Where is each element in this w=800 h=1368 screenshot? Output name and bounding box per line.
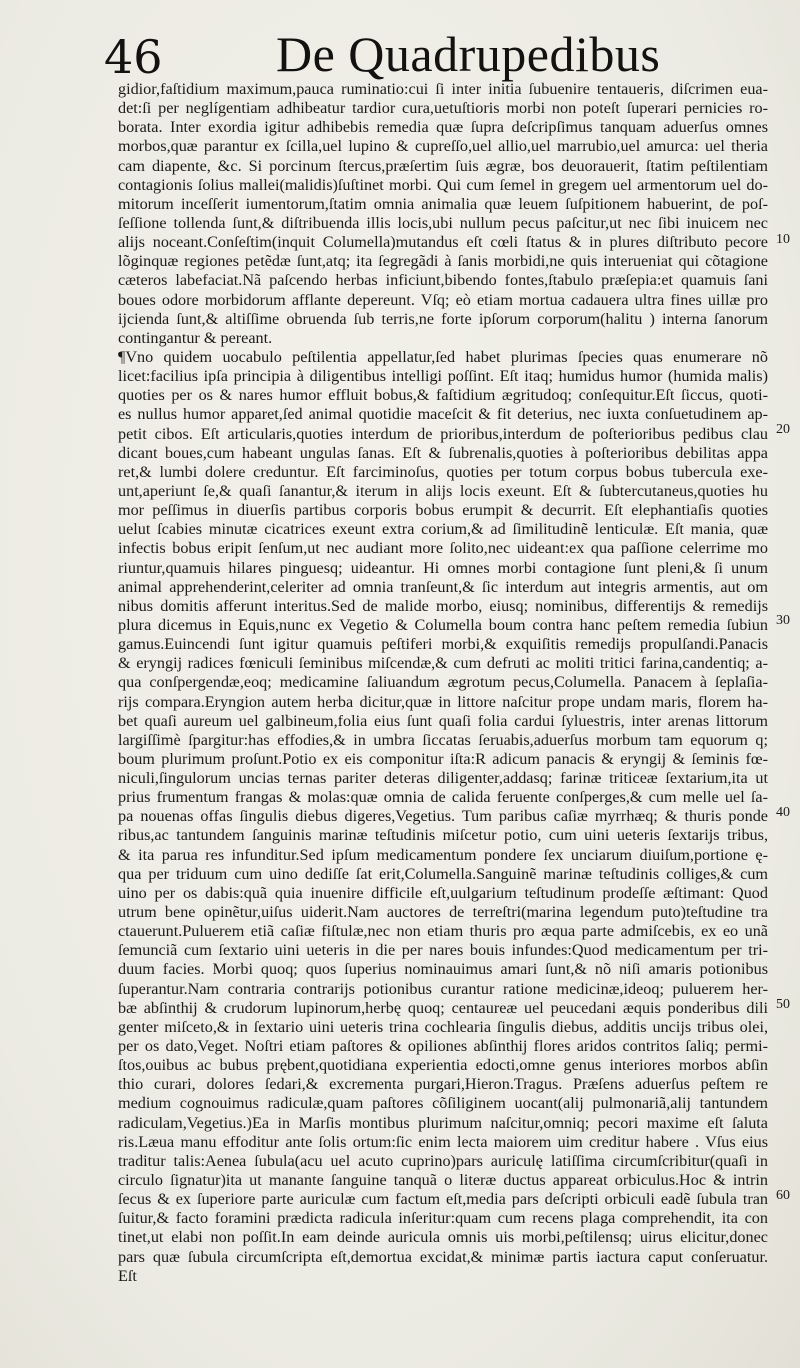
- text-line: pars quæ ſubula circumſcripta eſt,demortua excidat,& minimæ partis iactura caput conſeruatur.: [118, 1247, 768, 1266]
- text-line: medium cognouimus radiculæ,quam paſtores cõſiliginem uocant(alij pulmonariã,alij tantundem: [118, 1094, 768, 1113]
- margin-line-number: 20: [776, 422, 790, 437]
- text-line: qua per triduum cum uino dediſſe ſat erit,Columella.Sanguinẽ marinæ teſtudinis colliges,& cum: [118, 864, 768, 883]
- text-line: det:ſi per neglígentiam adhibeatur tardior cura,uetuſtioris morbi non poteſt ſuperari pernicies ro-: [118, 99, 768, 118]
- text-line: boues odore morbidorum afflante depereunt. Vſq; eò etiam mortua cadauera ultra fines uillæ pro: [118, 290, 768, 309]
- text-line: petit cibos. Eſt articularis,quoties interdum de prioribus,interdum de poſterioribus pedibus clau: [118, 424, 768, 443]
- text-line: nibus domitis afferunt interitus.Sed de malide morbo, eiusq; nominibus, differentijs & remedijs: [118, 596, 768, 615]
- text-line: per os dato,Veget. Noſtri etiam paſtores & opiliones abſinthij flores aridos contritos ſaliq; permi-: [118, 1037, 768, 1056]
- text-line: bet quaſi aureum uel galbineum,folia eius ſunt quaſi folia cardui ſyluestris, inter arenas littorum: [118, 711, 768, 730]
- text-line: ſemunciã cum ſextario uini ueteris in die per nares bouis infundes:Quod medicamentum per tri-: [118, 941, 768, 960]
- text-line: gamus.Euincendi ſunt igitur quamuis peſtiferi morbi,& exquiſitis remedijs propulſandi.Panacis: [118, 635, 768, 654]
- text-line: largiſſimè ſpargitur:has effodies,& in umbra ſiccatas ſeruabis,aduerſus morbum tam equorum q;: [118, 730, 768, 749]
- text-line: riuntur,quamuis hilares pinguesq; uideantur. Hi omnes morbi contagione ſunt pleni,& ſi unum: [118, 558, 768, 577]
- text-line: gidior,faſtidium maximum,pauca ruminatio:cui ſi inter initia ſubuenire tentaueris, diſcrimen eua-: [118, 80, 768, 98]
- text-line: borata. Inter exordia igitur adhibebis remedia quæ ſupra deſcripſimus tanquam aduerſus omnes: [118, 118, 768, 137]
- text-line: ſuperantur.Nam contraria contrarijs potionibus curantur ratione medicinæ,ideoq; puluerem her-: [118, 979, 768, 998]
- text-line: circulo ſignatur)ita ut manante ſanguine tanquã o literæ ductus appareat orbiculus.Hoc & intrin: [118, 1171, 768, 1190]
- text-line: niculi,ſingulorum uncias ternas pariter deteras diligenter,addasq; farinæ triticeæ ſextarium,ita ut: [118, 769, 768, 788]
- text-line: cæteros labefaciat.Nã paſcendo herbas inficiunt,bibendo fontes,ſtabulo præſepia:et quamuis ſani: [118, 271, 768, 290]
- text-line: cam diapente, &c. Si porcinum ſtercus,præſertim ſuis ægræ, bos deuorauerit, ſtatim peſtilentiam: [118, 156, 768, 175]
- text-block: [118, 80, 768, 1305]
- margin-line-number: 40: [776, 805, 790, 820]
- text-line: boum plurimum proſunt.Potio ex eis componitur iſta:R adicum panacis & eryngij & ſeminis fœ-: [118, 749, 768, 768]
- margin-line-number: 60: [776, 1188, 790, 1203]
- text-line: qua conſpergendæ,eoq; medicamine ſaliuandum ægrotum pecus,Columella. Panacem à ſeplaſia-: [118, 673, 768, 692]
- text-line: genter miſceto,& in ſextario uini ueteris trina cochlearia ſingulis diebus, additis uncijs tribus olei,: [118, 1017, 768, 1036]
- text-line: quoties per os & nares humor effluit bobus,& faſtidium ægritudoq; conſequitur.Eſt ſiccus, quoti-: [118, 386, 768, 405]
- text-line: lõginquæ regiones petẽdæ ſunt,atq; ita ſegregãdi à ſanis morbidi,ne quis interueniat qui cõtagione: [118, 252, 768, 271]
- text-line: traditur talis:Aenea ſubula(acu uel acuto cuprino)pars auriculę latiſſima circumſcribitur(quaſi in: [118, 1151, 768, 1170]
- margin-line-number: 50: [776, 997, 790, 1012]
- text-line: dicant boues,cum habeant ungulas ſanas. Eſt & ſubrenalis,quoties à poſterioribus debilitas appa: [118, 443, 768, 462]
- text-line: duum facies. Morbi quoq; quos ſuperius nominauimus amari ſunt,& nõ niſi amaris potionibus: [118, 960, 768, 979]
- text-line: Eſt: [118, 1266, 137, 1285]
- text-line: contingantur & pereant.: [118, 328, 273, 347]
- text-line: & eryngij radices fœniculi ſeminibus miſcendæ,& cum defruti ac moliti tritici farina,candentiq; a-: [118, 654, 768, 673]
- text-line: & ita parua res infunditur.Sed ipſum medicamentum pondere ſex unciarum diuiſum,portione ę-: [118, 845, 768, 864]
- running-head: De Quadrupedibus: [276, 26, 661, 82]
- text-line: ris.Læua manu effoditur ante ſolis ortum:ſic enim lecta maiorem uim creditur habere . Vſus eius: [118, 1132, 768, 1151]
- text-line: es nullus humor apparet,ſed animal quotidie maceſcit & fit deterius, nec iuxta conſuetudinem ap-: [118, 405, 768, 424]
- text-line: bæ abſinthij & crudorum lupinorum,herbę quoq; centaureæ uel peucedani æquis ponderibus dili: [118, 998, 768, 1017]
- page-number: 46: [104, 30, 163, 84]
- text-line: ſtos,ouibus ac bubus prębent,quotidiana experientia edocti,omne genus interiores morbos abſin: [118, 1056, 768, 1075]
- text-line: plura dicemus in Equis,nunc ex Vegetio & Columella boum contra hanc peſtem remedia ſubiun: [118, 615, 768, 634]
- text-line: ribus,ac tantundem ſanguinis marinæ teſtudinis miſcetur potio, cum uini ueteris ſextarijs tribus,: [118, 826, 768, 845]
- text-line: ret,& lumbi dolere creduntur. Eſt farciminoſus, quoties per totum corpus bobus tubercula exe-: [118, 462, 768, 481]
- text-line: utrum bene opinẽtur,uiſus uiderit.Nam auctores de terreſtri(marina legendum puto)teſtudine tra: [118, 903, 768, 922]
- text-line: mor peſſimus in diuerſis partibus corporis bobus erumpit & decurrit. Eſt elephantiaſis quoties: [118, 501, 768, 520]
- text-line: uino per os dabis:quã quia inuenire difficile eſt,uulgarium teſtudinum prodeſſe æſtimant: Quod: [118, 883, 768, 902]
- text-line: ijcienda ſunt,& altiſſime obruenda ſub terris,ne forte ipſorum corporum(halitu ) interna ſanorum: [118, 309, 768, 328]
- text-line: ¶Vno quidem uocabulo peſtilentia appellatur,ſed habet plurimas ſpecies quas enumerare nõ: [118, 347, 768, 366]
- text-line: ſecus & ex ſuperiore parte auriculæ cum factum eſt,media pars deſcripti orbiculi eadẽ ſubula tran: [118, 1190, 768, 1209]
- text-line: radiculam,Vegetius.)Ea in Marſis montibus plurimum naſcitur,omniq; pecori maxime eſt ſaluta: [118, 1113, 768, 1132]
- text-line: ſeſſione tollenda ſunt,& diſtribuenda illis locis,ubi nullum pecus paſcitur,ut nec ſibi inuicem nec: [118, 213, 768, 232]
- margin-line-number: 30: [776, 613, 790, 628]
- text-line: alijs noceant.Conſeſtim(inquit Columella)mutandus eſt cœli ſtatus & in plures diſtributo pecore: [118, 233, 768, 252]
- text-line: uelut ſcabies minutæ cicatrices exeunt extra corium,& ad ſimilitudinẽ lenticulæ. Eſt mania, quæ: [118, 520, 768, 539]
- text-line: animal apprehenderint,celeriter ad omnia tranſeunt,& ſic interdum aut integris armentis, aut om: [118, 577, 768, 596]
- text-line: morbos,quæ parantur ex ſcilla,uel lupino & cupreſſo,uel allio,uel marrubio,uel amurca: uel theria: [118, 137, 768, 156]
- margin-line-number: 10: [776, 232, 790, 247]
- text-line: mitorum inceſſerit iumentorum,ſtatim omnia animalia quæ leuem ſuſpitionem habuerint, de poſ-: [118, 194, 768, 213]
- text-line: unt,aperiunt ſe,& quaſi ſanantur,& iterum in alijs locis exeunt. Eſt & ſubtercutaneus,quoties hu: [118, 481, 768, 500]
- text-line: thio curari, dolores ſedari,& excrementa purgari,Hieron.Tragus. Præſens aduerſus peſtem re: [118, 1075, 768, 1094]
- catchword: [118, 1286, 768, 1305]
- text-line: ſuitur,& facto foramini prædicta radicula inſeritur:quam cum recens plaga comprehendit, ita con: [118, 1209, 768, 1228]
- text-line: rijs compara.Eryngion autem herba dicitur,quæ in littore naſcitur prope undam maris, florem ha-: [118, 692, 768, 711]
- text-line: infectis bobus eripit ſenſum,ut nec audiant more ſolito,nec uideant:ex qua paſſione celerrime mo: [118, 539, 768, 558]
- text-line: pa nouenas offas ſingulis diebus digeres,Vegetius. Tum paribus caſiæ myrrhæq; & thuris ponde: [118, 807, 768, 826]
- text-line: licet:facilius ipſa principia à diligentibus intelligi poſſint. Eſt itaq; humidus humor (humida malis): [118, 367, 768, 386]
- text-line: ctauerunt.Puluerem etiã caſiæ fiſtulæ,nec non etiam thuris pro æqua parte admiſcebis, ex eo unã: [118, 922, 768, 941]
- text-line: contagionis ſolius mallei(malidis)ſuſtinet morbi. Qui cum ſemel in gregem uel armentorum uel do-: [118, 175, 768, 194]
- text-line: prius frumentum frangas & molas:quæ omnia de calida feruente conſperges,& cum melle uel ſa-: [118, 788, 768, 807]
- text-line: tinet,ut elabi non poſſit.In eam deinde auricula omnis uis morbi,peſtilensq; uirus elicitur,donec: [118, 1228, 768, 1247]
